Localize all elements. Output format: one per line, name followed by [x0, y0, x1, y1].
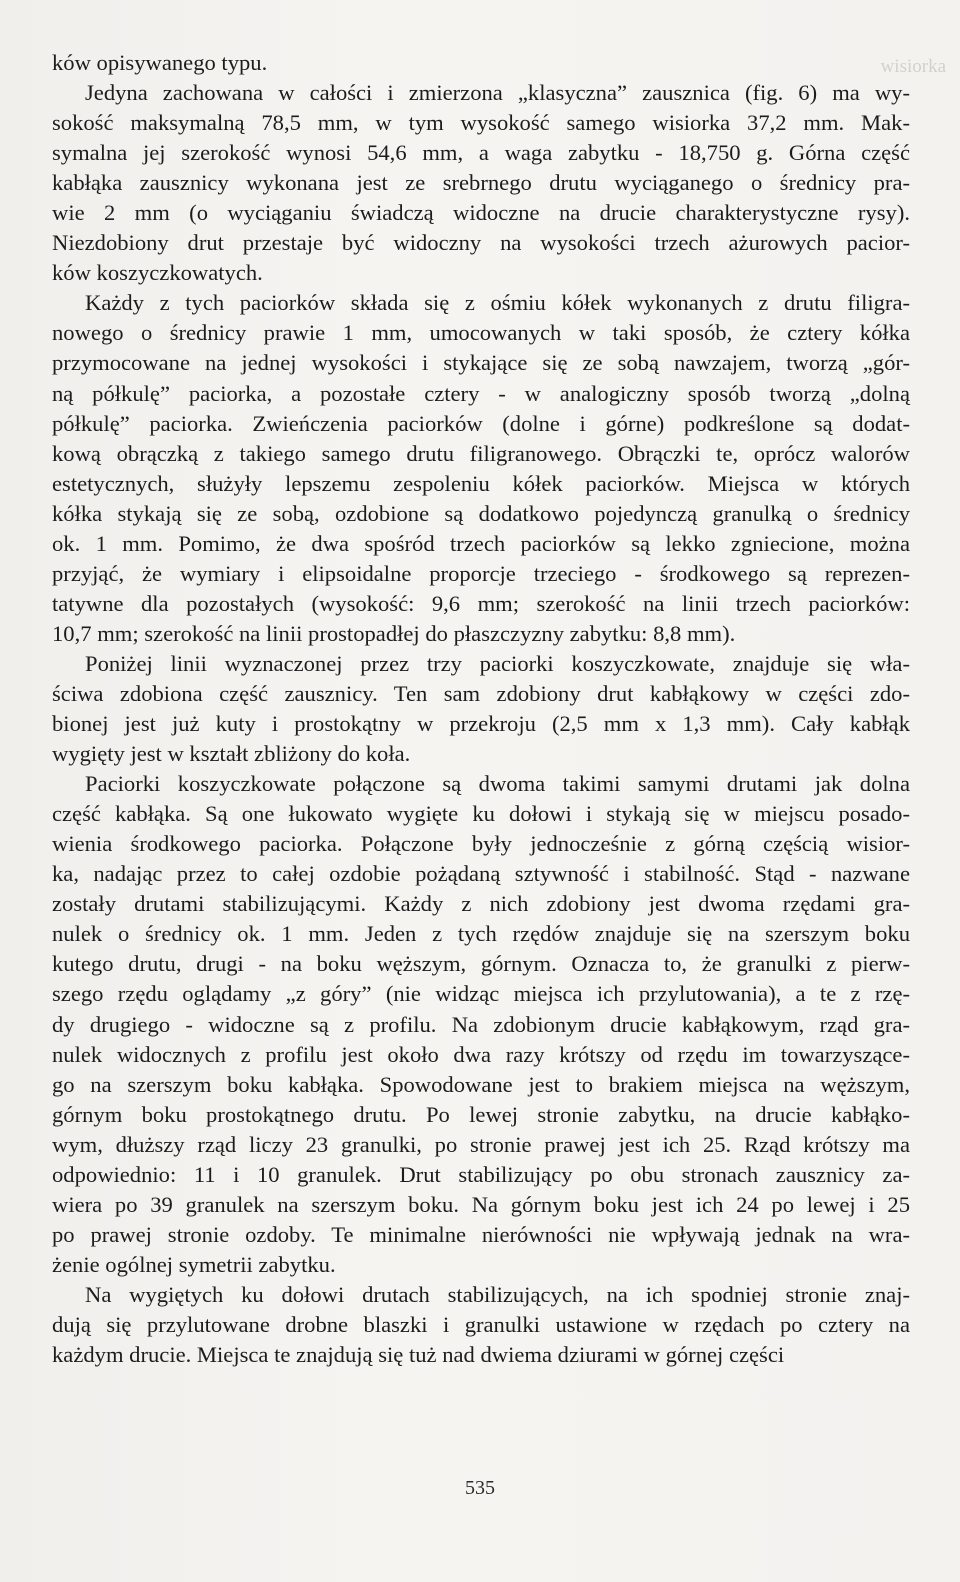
text-line: kową obrączką z takiego samego drutu filigranowego. Obrączki te, oprócz walorów — [52, 440, 910, 466]
text-line: symalna jej szerokość wynosi 54,6 mm, a waga zabytku - 18,750 g. Górna część — [52, 140, 910, 166]
text-line: nowego o średnicy prawie 1 mm, umocowanych w taki sposób, że cztery kółka — [52, 320, 910, 346]
text-line: odpowiednio: 11 i 10 granulek. Drut stabilizujący po obu stronach zausznicy za- — [52, 1161, 910, 1187]
text-line: kutego drutu, drugi - na boku węższym, górnym. Oznacza to, że granulki z pierw- — [52, 951, 910, 977]
text-line: sokość maksymalną 78,5 mm, w tym wysokość samego wisiorka 37,2 mm. Mak- — [52, 110, 910, 136]
text-line: wie 2 mm (o wyciąganiu świadczą widoczne na drucie charakterystyczne rysy). — [52, 200, 910, 226]
text-line: nulek o średnicy ok. 1 mm. Jeden z tych rzędów znajduje się na szerszym boku — [52, 921, 910, 947]
text-line: Paciorki koszyczkowate połączone są dwoma takimi samymi drutami jak dolna — [85, 771, 910, 797]
text-line: dy drugiego - widoczne są z profilu. Na zdobionym drucie kabłąkowym, rząd gra- — [52, 1011, 910, 1037]
paragraph — [52, 1280, 910, 1370]
text-line: po prawej stronie ozdoby. Te minimalne nierówności nie wpływają jednak na wra- — [52, 1221, 910, 1247]
text-line: wienia środkowego paciorka. Połączone były jednocześnie z górną częścią wisior- — [52, 831, 910, 857]
text-line: półkulę” paciorka. Zwieńczenia paciorków (dolne i górne) podkreślone są dodat- — [52, 410, 910, 436]
paragraph — [52, 48, 910, 78]
text-line: wygięty jest w kształt zbliżony do koła. — [52, 741, 411, 767]
text-line: Niezdobiony drut przestaje być widoczny na wysokości trzech ażurowych pacior- — [52, 230, 910, 256]
text-line: szego rzędu oglądamy „z góry” (nie widząc miejsca ich przylutowania), a te z rzę- — [52, 981, 910, 1007]
text-line: górnym boku prostokątnego drutu. Po lewej stronie zabytku, na drucie kabłąko- — [52, 1101, 910, 1127]
body-text — [52, 48, 910, 1370]
text-line: Poniżej linii wyznaczonej przez trzy paciorki koszyczkowate, znajduje się wła- — [85, 650, 910, 676]
text-line: przymocowane na jednej wysokości i stykające się ze sobą nawzajem, tworzą „gór- — [52, 350, 910, 376]
text-line: go na szerszym boku kabłąka. Spowodowane jest to brakiem miejsca na węższym, — [52, 1071, 910, 1097]
text-line: część kabłąka. Są one łukowato wygięte ku dołowi i stykają się w miejscu posado- — [52, 801, 910, 827]
text-line: Na wygiętych ku dołowi drutach stabilizujących, na ich spodniej stronie znaj- — [85, 1281, 910, 1307]
text-line: dują się przylutowane drobne blaszki i granulki ustawione w rzędach po cztery na — [52, 1311, 910, 1337]
text-line: bionej jest już kuty i prostokątny w przekroju (2,5 mm x 1,3 mm). Cały kabłąk — [52, 711, 910, 737]
text-line: ściwa zdobiona część zausznicy. Ten sam zdobiony drut kabłąkowy w części zdo- — [52, 680, 910, 706]
page-number: 535 — [465, 1477, 495, 1499]
paragraph — [52, 288, 910, 649]
text-line: ków koszyczkowatych. — [52, 260, 263, 286]
text-line: ków opisywanego typu. — [52, 50, 268, 75]
text-line: Jedyna zachowana w całości i zmierzona „klasyczna” zausznica (fig. 6) ma wy- — [85, 80, 910, 106]
paragraph — [52, 769, 910, 1280]
text-line: żenie ogólnej symetrii zabytku. — [52, 1251, 336, 1277]
text-line: ną półkulę” paciorka, a pozostałe cztery - w analogiczny sposób tworzą „dolną — [52, 380, 910, 406]
text-line: każdym drucie. Miejsca te znajdują się tuż nad dwiema dziurami w górnej części — [52, 1342, 785, 1368]
text-line: wym, dłuższy rząd liczy 23 granulki, po stronie prawej jest ich 25. Rząd krótszy ma — [52, 1131, 910, 1157]
text-line: kabłąka zausznicy wykonana jest ze srebrnego drutu wyciąganego o średnicy pra- — [52, 170, 910, 196]
text-line: zostały drutami stabilizującymi. Każdy z nich zdobiony jest dwoma rzędami gra- — [52, 891, 910, 917]
text-line: przyjąć, że wymiary i elipsoidalne proporcje trzeciego - środkowego są reprezen- — [52, 560, 910, 586]
text-line: tatywne dla pozostałych (wysokość: 9,6 mm; szerokość na linii trzech paciorków: — [52, 590, 910, 616]
text-line: kółka stykają się ze sobą, ozdobione są dodatkowo pojedynczą granulką o średnicy — [52, 500, 910, 526]
text-line: ka, nadając przez to całej ozdobie pożądaną sztywność i stabilność. Stąd - nazwane — [52, 861, 910, 887]
text-line: nulek widocznych z profilu jest około dwa razy krótszy od rzędu im towarzyszące- — [52, 1041, 910, 1067]
text-line: ok. 1 mm. Pomimo, że dwa spośród trzech paciorków są lekko zgniecione, można — [52, 530, 910, 556]
text-line: Każdy z tych paciorków składa się z ośmiu kółek wykonanych z drutu filigra- — [85, 290, 910, 316]
text-line: 10,7 mm; szerokość na linii prostopadłej do płaszczyzny zabytku: 8,8 mm). — [52, 620, 736, 646]
paragraph — [52, 78, 910, 288]
paragraph — [52, 649, 910, 769]
bleed-through-fragment: wisiorka — [880, 56, 946, 77]
text-line: estetycznych, służyły lepszemu zespoleniu kółek paciorków. Miejsca w których — [52, 470, 910, 496]
text-line: wiera po 39 granulek na szerszym boku. Na górnym boku jest ich 24 po lewej i 25 — [52, 1191, 910, 1217]
